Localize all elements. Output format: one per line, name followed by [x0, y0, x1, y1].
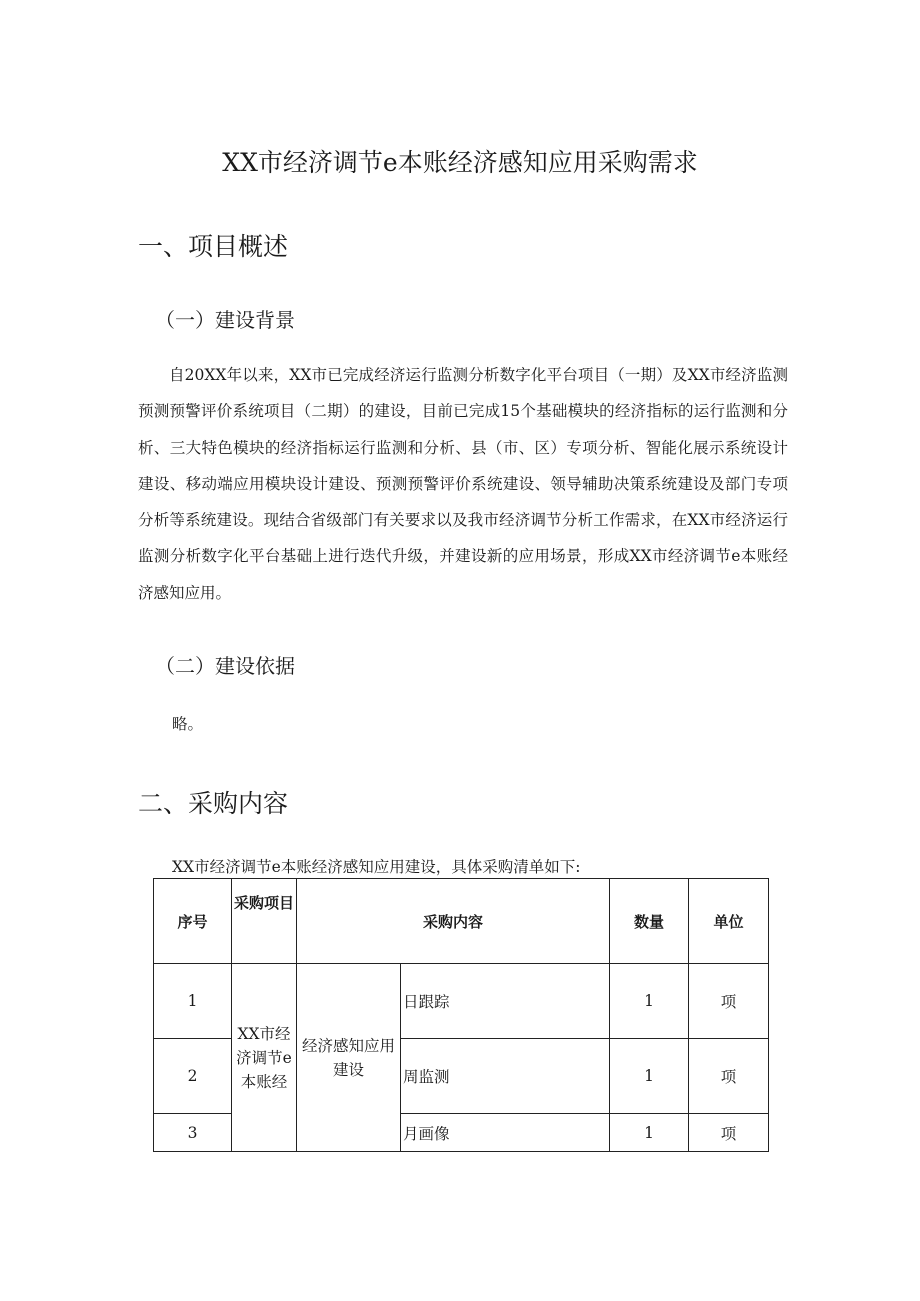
header-unit: 单位: [689, 879, 769, 964]
row-qty: 1: [610, 1114, 689, 1152]
item-merged-cell: XX市经济调节e本账经: [232, 964, 297, 1152]
row-unit: 项: [689, 1114, 769, 1152]
table-header-row: [154, 879, 769, 964]
header-content: 采购内容: [297, 879, 610, 964]
section-heading-procurement: 二、采购内容: [138, 789, 289, 818]
row-seq: 1: [154, 964, 232, 1039]
background-text: 自20XX年以来，XX市已完成经济运行监测分析数字化平台项目（一期）及XX市经济监测预测预警评价系统项目（二期）的建设，目前已完成15个基础模块的经济指标的运行监测和分析、三大特色模块的经济指标运行监测和分析、县（市、区）专项分析、智能化展示系统设计建设、移动端应用模块设计建设、预测预警评价系统建设、领导辅助决策系统建设及部门专项分析等系统建设。现结合省级部门有关要求以及我市经济调节分析工作需求，在XX市经济运行监测分析数字化平台基础上进行迭代升级，并建设新的应用场景，形成XX市经济调节e本账经济感知应用。: [138, 366, 788, 602]
procurement-table: [153, 878, 769, 1152]
table-row: [154, 964, 769, 1039]
basis-text: 略。: [172, 715, 204, 733]
row-unit: 项: [689, 1039, 769, 1114]
row-seq: 2: [154, 1039, 232, 1114]
section-heading-overview: 一、项目概述: [138, 232, 289, 261]
category-merged-cell: 经济感知应用建设: [297, 964, 401, 1152]
row-unit: 项: [689, 964, 769, 1039]
row-detail: 周监测: [401, 1039, 610, 1114]
row-detail: 月画像: [401, 1114, 610, 1152]
row-seq: 3: [154, 1114, 232, 1152]
header-qty: 数量: [610, 879, 689, 964]
procurement-intro: XX市经济调节e本账经济感知应用建设，具体采购清单如下:: [172, 858, 581, 876]
header-item: 采购项目: [232, 879, 297, 964]
header-seq: 序号: [154, 879, 232, 964]
row-detail: 日跟踪: [401, 964, 610, 1039]
subsection-heading-basis: （二）建设依据: [155, 654, 295, 678]
row-qty: 1: [610, 1039, 689, 1114]
background-paragraph: [138, 357, 788, 611]
subsection-heading-background: （一）建设背景: [155, 308, 295, 332]
document-title: XX市经济调节e本账经济感知应用采购需求: [222, 148, 698, 177]
row-qty: 1: [610, 964, 689, 1039]
